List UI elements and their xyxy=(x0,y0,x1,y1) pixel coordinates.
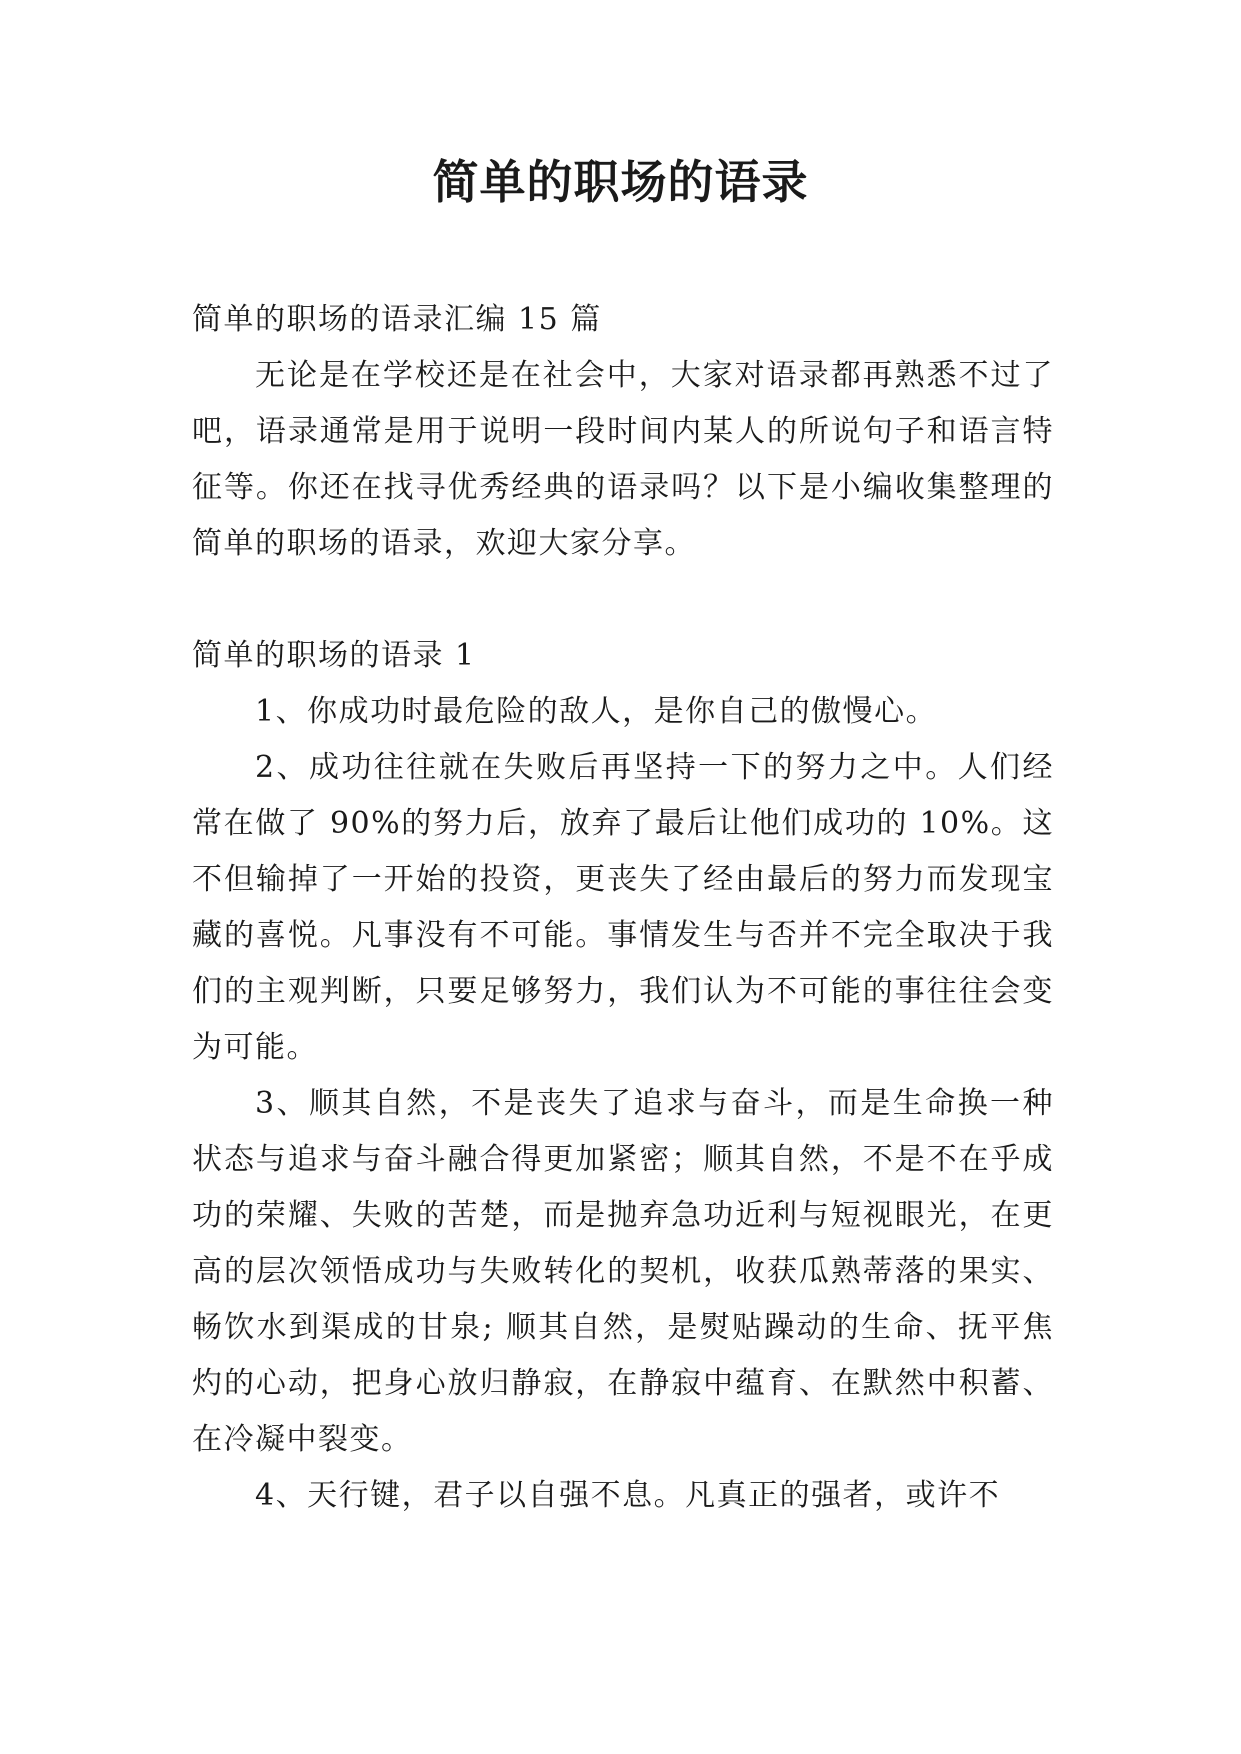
section-heading: 简单的职场的语录 1 xyxy=(192,638,476,673)
intro-paragraph: 无论是在学校还是在社会中，大家对语录都再熟悉不过了吧，语录通常是用于说明一段时间内某人的所说句子和语言特征等。你还在找寻优秀经典的语录吗？以下是小编收集整理的简单的职场的语录，欢迎大家分享。 xyxy=(192,358,1054,561)
section-spacer xyxy=(192,572,1054,628)
document-title: 简单的职场的语录 xyxy=(432,155,809,209)
document-body xyxy=(192,292,1054,1524)
quote-paragraph-3: 3、顺其自然，不是丧失了追求与奋斗，而是生命换一种状态与追求与奋斗融合得更加紧密；顺其自然，不是不在乎成功的荣耀、失败的苦楚，而是抛弃急功近利与短视眼光，在更高的层次领悟成功与失败转化的契机，收获瓜熟蒂落的果实、畅饮水到渠成的甘泉; 顺其自然，是熨贴躁动的生命、抚平焦灼的心动，把身心放归静寂，在静寂中蕴育、在默然中积蓄、在冷凝中裂变。 xyxy=(192,1086,1054,1457)
quote-paragraph-4: 4、天行键，君子以自强不息。凡真正的强者，或许不 xyxy=(255,1478,1001,1513)
quote-paragraph-1: 1、你成功时最危险的敌人，是你自己的傲慢心。 xyxy=(255,694,938,729)
document-subtitle: 简单的职场的语录汇编 15 篇 xyxy=(192,302,602,337)
quote-paragraph-2: 2、成功往往就在失败后再坚持一下的努力之中。人们经常在做了 90%的努力后，放弃了最后让他们成功的 10%。这不但输掉了一开始的投资，更丧失了经由最后的努力而发现宝藏的喜悦。凡事没有不可能。事情发生与否并不完全取决于我们的主观判断，只要足够努力，我们认为不可能的事往往会变为可能。 xyxy=(192,750,1054,1065)
